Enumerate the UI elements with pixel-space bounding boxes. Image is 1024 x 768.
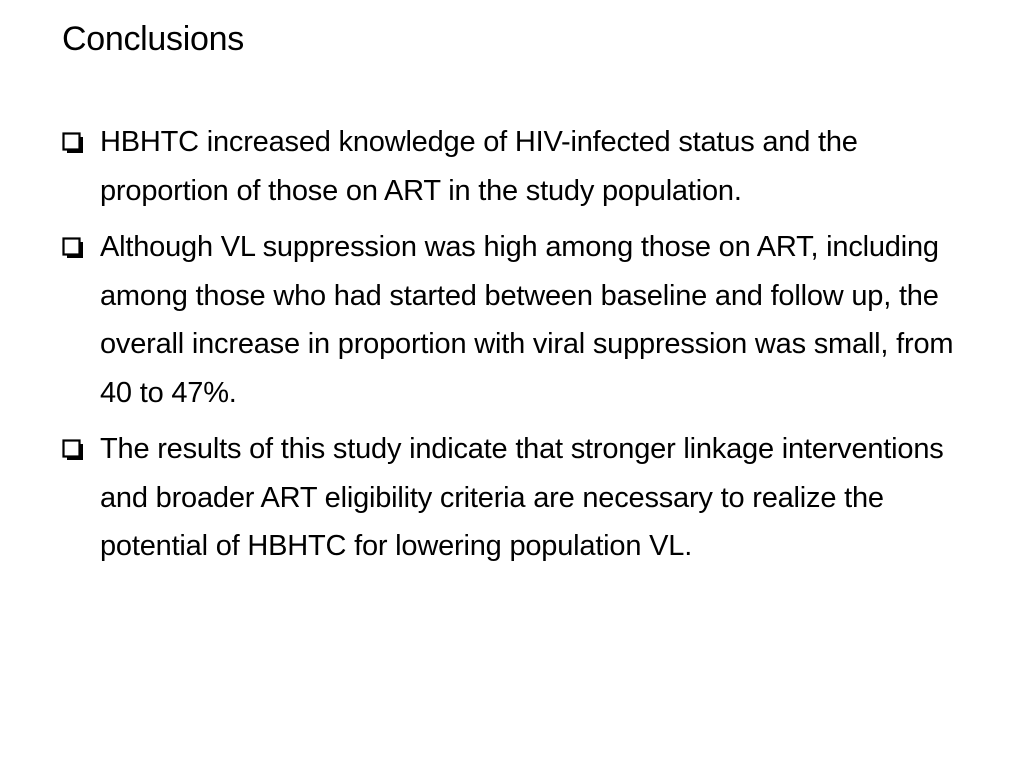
bullet-item [62,223,962,417]
checkbox-square-icon [62,237,92,259]
bullet-text: Although VL suppression was high among those on ART, including among those who had started between baseline and follow up, the overall increase in proportion with viral suppression was small, from 40 to 47%. [100,231,954,409]
bullet-item [62,425,962,571]
bullet-text: The results of this study indicate that stronger linkage interventions and broader ART eligibility criteria are necessary to realize the potential of HBHTC for lowering population VL. [100,433,944,562]
slide-title: Conclusions [62,20,244,58]
bullet-list [62,118,962,579]
bullet-item [62,118,962,215]
checkbox-square-icon [62,439,92,461]
bullet-text: HBHTC increased knowledge of HIV-infected status and the proportion of those on ART in the study population. [100,126,858,207]
checkbox-square-icon [62,132,92,154]
